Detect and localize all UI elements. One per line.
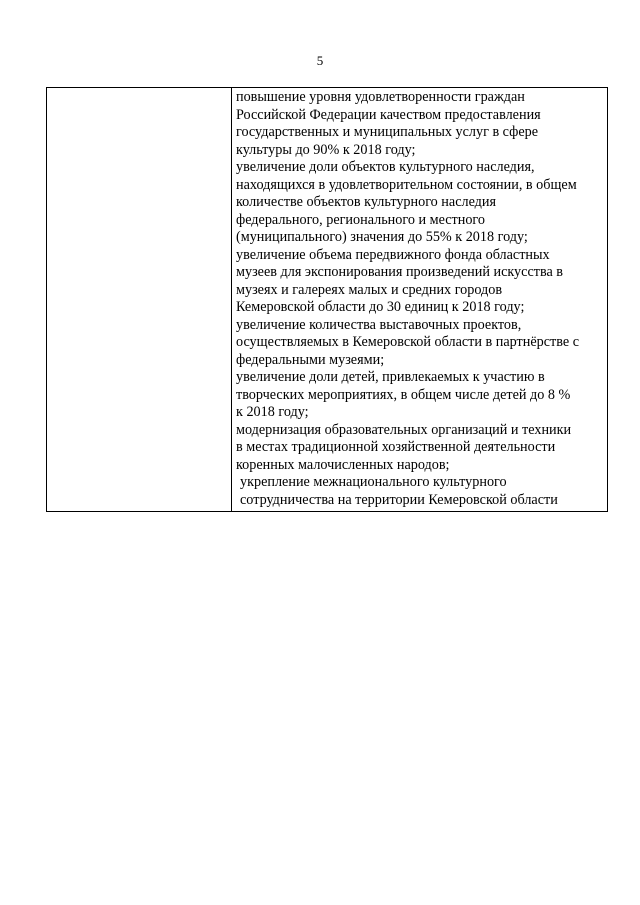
text-line: модернизация образовательных организаций и техники (236, 421, 572, 438)
table-cell-left (47, 88, 232, 512)
text-line: увеличение доли детей, привлекаемых к участию в (236, 369, 545, 385)
text-line: культуры до 90% к 2018 году; (236, 141, 416, 158)
table-row (47, 88, 608, 512)
results-table (46, 87, 608, 512)
text-line: осуществляемых в Кемеровской области в партнёрстве с (236, 334, 579, 350)
text-line: количестве объектов культурного наследия (236, 194, 497, 210)
text-line: государственных и муниципальных услуг в сфере (236, 124, 539, 140)
text-line: укрепление межнационального культурного (240, 474, 507, 490)
text-line: музеев для экспонирования произведений искусства в (236, 264, 564, 280)
text-line: увеличение доли объектов культурного наследия, (236, 159, 535, 175)
text-line: в местах традиционной хозяйственной деятельности (236, 439, 556, 455)
text-line: увеличение количества выставочных проектов, (236, 316, 522, 333)
text-line: федерального, регионального и местного (236, 211, 485, 228)
text-line: Российской Федерации качеством предоставления (236, 106, 541, 123)
text-line: музеях и галереях малых и средних городов (236, 281, 503, 298)
text-line: (муниципального) значения до 55% к 2018 году; (236, 229, 528, 245)
text-line: творческих мероприятиях, в общем числе детей до 8 % (236, 386, 571, 403)
text-line: Кемеровской области до 30 единиц к 2018 году; (236, 299, 525, 315)
page-number: 5 (316, 53, 324, 68)
text-line: коренных малочисленных народов; (236, 456, 450, 473)
text-line: федеральными музеями; (236, 351, 385, 368)
text-line: находящихся в удовлетворительном состоянии, в общем (236, 176, 577, 193)
text-line: повышение уровня удовлетворенности граждан (236, 89, 525, 105)
text-line: сотрудничества на территории Кемеровской области (240, 491, 558, 508)
text-line: к 2018 году; (236, 404, 309, 420)
table-cell-right (232, 88, 608, 512)
text-line: увеличение объема передвижного фонда областных (236, 246, 550, 263)
